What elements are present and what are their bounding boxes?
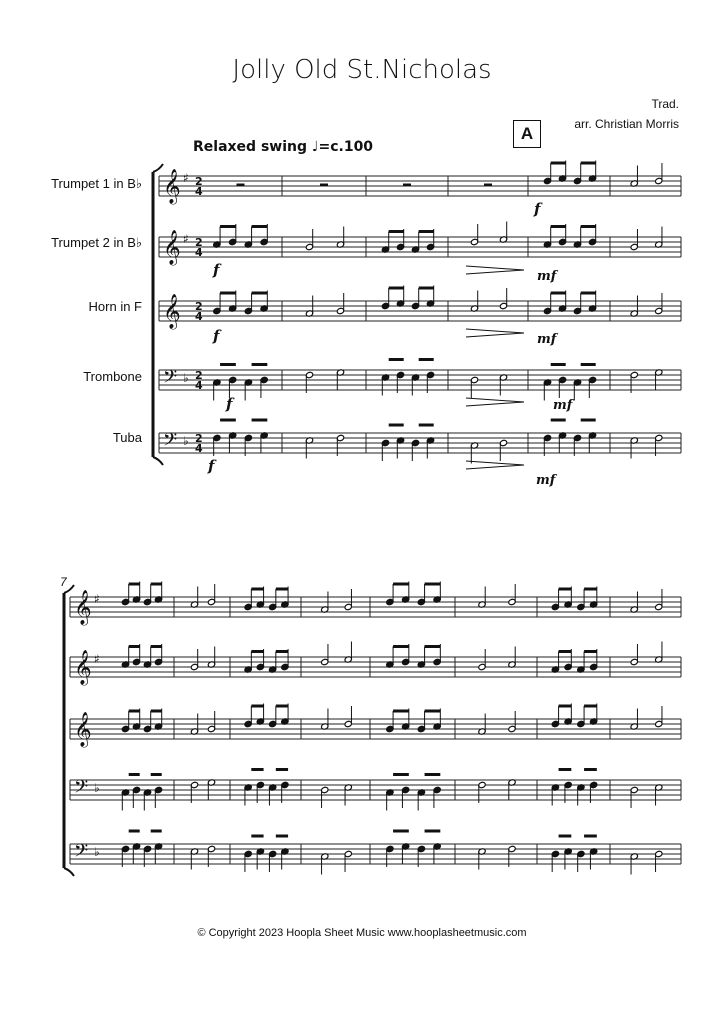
time-signature: 4 <box>195 185 203 198</box>
sharp-icon: ♯ <box>94 592 100 606</box>
sharp-icon: ♯ <box>183 232 189 246</box>
half-rest <box>403 184 411 187</box>
flat-icon: ♭ <box>94 845 100 859</box>
time-signature: 2 <box>195 300 203 313</box>
time-signature: 2 <box>195 432 203 445</box>
treble-clef-icon: 𝄞 <box>163 294 181 329</box>
flat-icon: ♭ <box>183 434 189 448</box>
treble-clef-icon: 𝄞 <box>74 590 92 625</box>
diminuendo-hairpin <box>466 461 524 469</box>
diminuendo-hairpin <box>466 398 524 406</box>
flat-icon: ♭ <box>94 781 100 795</box>
time-signature: 4 <box>195 379 203 392</box>
instrument-label-tuba: Tuba <box>112 430 142 445</box>
bracket-hook <box>153 164 163 172</box>
time-signature: 4 <box>195 246 203 259</box>
system-1 <box>153 161 681 489</box>
sharp-icon: ♯ <box>94 652 100 666</box>
system-2 <box>64 582 681 877</box>
instrument-label-horn: Horn in F <box>88 299 142 314</box>
dynamic-mezzo-forte: mf <box>537 332 557 347</box>
bracket-hook <box>64 585 74 593</box>
time-signature: 2 <box>195 369 203 382</box>
time-signature: 4 <box>195 310 203 323</box>
instrument-label-trombone: Trombone <box>83 369 142 384</box>
sharp-icon: ♯ <box>183 171 189 185</box>
instrument-label-trumpet-1: Trumpet 1 in B♭ <box>51 176 142 191</box>
dynamic-mezzo-forte: mf <box>536 473 556 488</box>
measure-number: 7 <box>60 575 67 589</box>
score-title: Jolly Old St.Nicholas <box>232 55 492 85</box>
bracket-hook <box>64 868 74 876</box>
bass-clef-icon: 𝄢 <box>74 841 89 866</box>
time-signature: 2 <box>195 175 203 188</box>
bass-clef-icon: 𝄢 <box>74 777 89 802</box>
dynamic-forte: f <box>213 261 220 279</box>
half-rest <box>320 184 328 187</box>
dynamic-forte: f <box>208 457 215 475</box>
bass-clef-icon: 𝄢 <box>163 367 178 392</box>
copyright-footer: © Copyright 2023 Hoopla Sheet Music www.hooplasheetmusic.com <box>197 927 527 939</box>
instrument-label-trumpet-2: Trumpet 2 in B♭ <box>51 235 142 250</box>
diminuendo-hairpin <box>466 266 524 274</box>
dynamic-forte: f <box>226 395 233 413</box>
bass-clef-icon: 𝄢 <box>163 430 178 455</box>
composer-credit: Trad. <box>651 97 679 111</box>
arranger-credit: arr. Christian Morris <box>574 117 679 131</box>
bracket-hook <box>153 457 163 465</box>
rehearsal-mark: A <box>513 120 541 148</box>
treble-clef-icon: 𝄞 <box>74 712 92 747</box>
treble-clef-icon: 𝄞 <box>74 650 92 685</box>
dynamic-forte: f <box>534 200 541 218</box>
flat-icon: ♭ <box>183 371 189 385</box>
dynamic-mezzo-forte: mf <box>553 398 573 413</box>
half-rest <box>237 184 245 187</box>
diminuendo-hairpin <box>466 329 524 337</box>
treble-clef-icon: 𝄞 <box>163 169 181 204</box>
dynamic-forte: f <box>213 327 220 345</box>
time-signature: 2 <box>195 236 203 249</box>
time-signature: 4 <box>195 442 203 455</box>
tempo-marking: Relaxed swing ♩=c.100 <box>193 139 374 155</box>
half-rest <box>484 184 492 187</box>
dynamic-mezzo-forte: mf <box>537 269 557 284</box>
treble-clef-icon: 𝄞 <box>163 230 181 265</box>
